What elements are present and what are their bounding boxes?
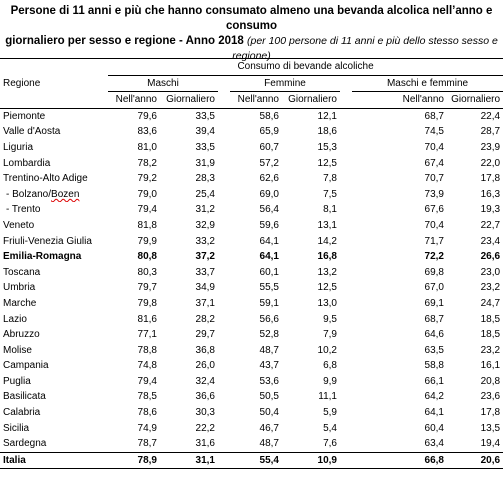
table-row (0, 389, 503, 405)
spacer (340, 171, 352, 187)
maschi-giorn: 36,8 (195, 344, 215, 356)
mf-anno: 63,5 (424, 344, 444, 356)
region-cell: Lazio (3, 313, 27, 325)
table-row (0, 296, 503, 312)
spacer (340, 234, 352, 250)
header-f-anno: Nell'anno (230, 92, 282, 109)
table-row (0, 249, 503, 265)
femmine-anno: 55,5 (259, 282, 279, 294)
femmine-giorn: 5,4 (323, 422, 337, 434)
mf-anno: 64,6 (424, 329, 444, 341)
maschi-anno: 79,8 (137, 297, 157, 309)
femmine-giorn: 18,6 (317, 126, 337, 138)
femmine-giorn: 8,1 (323, 204, 337, 216)
femmine-giorn: 15,3 (317, 141, 337, 153)
maschi-anno: 81,6 (137, 313, 157, 325)
spacer (218, 218, 230, 234)
mf-giorn: 22,7 (480, 219, 501, 231)
spacer (218, 296, 230, 312)
spacer (218, 140, 230, 156)
header-region: Regione (3, 78, 41, 90)
femmine-giorn: 13,1 (317, 219, 337, 231)
maschi-anno: 79,9 (137, 235, 157, 247)
table-row (0, 358, 503, 374)
mf-anno: 67,0 (424, 282, 444, 294)
spacer (218, 171, 230, 187)
spacer (218, 202, 230, 218)
header-maschi: Maschi (108, 75, 218, 92)
table-row (0, 405, 503, 421)
spacer (340, 343, 352, 359)
spacer (340, 218, 352, 234)
spacer (218, 389, 230, 405)
maschi-anno: 74,8 (137, 360, 157, 372)
mf-giorn: 26,6 (480, 251, 501, 263)
spacer (340, 187, 352, 203)
femmine-anno: 48,7 (259, 438, 279, 450)
maschi-anno: 79,7 (137, 282, 157, 294)
femmine-giorn: 13,2 (317, 266, 337, 278)
header-group: Consumo di bevande alcoliche (108, 59, 503, 76)
mf-anno: 66,1 (424, 375, 444, 387)
table-row (0, 218, 503, 234)
mf-giorn: 17,8 (480, 407, 501, 419)
spacer (340, 389, 352, 405)
maschi-anno: 81,0 (137, 141, 157, 153)
maschi-anno: 81,8 (137, 219, 157, 231)
maschi-giorn: 33,7 (195, 266, 215, 278)
region-cell: Lombardia (3, 157, 51, 169)
mf-anno: 63,4 (424, 438, 444, 450)
mf-giorn: 19,3 (480, 204, 501, 216)
mf-anno: 67,6 (424, 204, 444, 216)
maschi-giorn: 33,2 (195, 235, 215, 247)
mf-giorn: 23,4 (480, 235, 501, 247)
table-row (0, 124, 503, 140)
mf-anno: 69,8 (424, 266, 444, 278)
table-row (0, 171, 503, 187)
femmine-anno: 48,7 (259, 344, 279, 356)
region-cell: Basilicata (3, 391, 46, 403)
femmine-giorn: 14,2 (317, 235, 337, 247)
title-main: giornaliero per sesso e regione - Anno 2018 (5, 35, 244, 47)
mf-giorn: 23,9 (480, 141, 501, 153)
spacer (218, 452, 230, 469)
mf-anno: 66,8 (352, 452, 447, 469)
maschi-giorn: 31,6 (195, 438, 215, 450)
title-note: (per 100 persone di 11 anni e più dello stesso sesso e regione) (232, 35, 498, 62)
spacer (340, 249, 352, 265)
maschi-giorn: 33,5 (195, 110, 215, 122)
femmine-anno: 64,1 (259, 235, 279, 247)
mf-giorn: 22,4 (480, 110, 501, 122)
spacer (340, 202, 352, 218)
maschi-anno: 79,0 (137, 188, 157, 200)
femmine-giorn: 5,9 (323, 407, 337, 419)
mf-anno: 70,7 (424, 173, 444, 185)
region-cell: Piemonte (3, 110, 46, 122)
region-cell: Veneto (3, 219, 35, 231)
table-row (0, 140, 503, 156)
table-row (0, 108, 503, 124)
femmine-anno: 59,1 (259, 297, 279, 309)
spacer (340, 265, 352, 281)
region-cell: Calabria (3, 407, 41, 419)
mf-giorn: 13,5 (480, 422, 501, 434)
region-cell: Umbria (3, 282, 36, 294)
spacer (340, 374, 352, 390)
region-cell: Italia (0, 452, 108, 469)
maschi-giorn: 33,5 (195, 141, 215, 153)
region-cell: Molise (3, 344, 32, 356)
maschi-anno: 78,6 (137, 407, 157, 419)
maschi-giorn: 37,2 (195, 251, 215, 263)
mf-anno: 71,7 (424, 235, 444, 247)
header-m-anno: Nell'anno (108, 92, 160, 109)
maschi-anno: 78,7 (137, 438, 157, 450)
mf-giorn: 19,4 (480, 438, 501, 450)
femmine-anno: 55,4 (230, 452, 282, 469)
maschi-anno: 74,9 (137, 422, 157, 434)
spacer (340, 312, 352, 328)
spacer (340, 124, 352, 140)
mf-giorn: 20,8 (480, 375, 501, 387)
femmine-anno: 57,2 (259, 157, 279, 169)
table-row (0, 187, 503, 203)
maschi-giorn: 28,2 (195, 313, 215, 325)
femmine-giorn: 6,8 (323, 360, 337, 372)
femmine-giorn: 9,5 (323, 313, 337, 325)
table-row (0, 234, 503, 250)
femmine-giorn: 13,0 (317, 297, 337, 309)
maschi-giorn: 39,4 (195, 126, 215, 138)
mf-anno: 64,1 (424, 407, 444, 419)
maschi-giorn: 37,1 (195, 297, 215, 309)
region-cell: - Trento (6, 204, 41, 216)
femmine-anno: 59,6 (259, 219, 279, 231)
femmine-anno: 64,1 (259, 251, 279, 263)
region-cell: Sardegna (3, 438, 47, 450)
femmine-anno: 65,9 (259, 126, 279, 138)
mf-anno: 69,1 (424, 297, 444, 309)
mf-giorn: 23,0 (480, 266, 501, 278)
maschi-giorn: 28,3 (195, 173, 215, 185)
maschi-giorn: 32,4 (195, 375, 215, 387)
title-line-1: Persone di 11 anni e più che hanno consumato almeno una bevanda alcolica nell’anno e consumo (10, 5, 493, 32)
mf-anno: 60,4 (424, 422, 444, 434)
spacer (218, 436, 230, 452)
maschi-anno: 78,2 (137, 157, 157, 169)
mf-giorn: 16,3 (480, 188, 501, 200)
mf-giorn: 23,2 (480, 344, 501, 356)
table-row (0, 421, 503, 437)
femmine-giorn: 12,1 (317, 110, 337, 122)
femmine-giorn: 7,5 (323, 188, 337, 200)
table-row (0, 436, 503, 452)
mf-giorn: 20,6 (447, 452, 503, 469)
maschi-anno: 78,9 (108, 452, 160, 469)
spacer (340, 421, 352, 437)
spacer (218, 280, 230, 296)
femmine-anno: 50,4 (259, 407, 279, 419)
femmine-anno: 50,5 (259, 391, 279, 403)
femmine-giorn: 12,5 (317, 157, 337, 169)
spacer (218, 234, 230, 250)
femmine-giorn: 7,9 (323, 329, 337, 341)
mf-anno: 68,7 (424, 313, 444, 325)
femmine-anno: 56,4 (259, 204, 279, 216)
femmine-anno: 62,6 (259, 173, 279, 185)
maschi-anno: 78,8 (137, 344, 157, 356)
femmine-anno: 46,7 (259, 422, 279, 434)
maschi-giorn: 22,2 (195, 422, 215, 434)
table-row (0, 312, 503, 328)
mf-giorn: 18,5 (480, 313, 501, 325)
mf-giorn: 18,5 (480, 329, 501, 341)
spacer (340, 156, 352, 172)
mf-anno: 70,4 (424, 141, 444, 153)
femmine-giorn: 12,5 (317, 282, 337, 294)
maschi-anno: 83,6 (137, 126, 157, 138)
maschi-anno: 80,3 (137, 266, 157, 278)
femmine-giorn: 10,9 (282, 452, 340, 469)
spacer (340, 436, 352, 452)
region-name: - Bolzano/ (6, 188, 52, 200)
header-t-anno: Nell'anno (352, 92, 447, 109)
mf-anno: 68,7 (424, 110, 444, 122)
data-table (0, 58, 503, 469)
spacer (218, 312, 230, 328)
femmine-giorn: 9,9 (323, 375, 337, 387)
region-cell: Puglia (3, 375, 31, 387)
spacer (218, 405, 230, 421)
spacer (218, 421, 230, 437)
region-cell: Friuli-Venezia Giulia (3, 235, 92, 247)
maschi-anno: 80,8 (137, 251, 157, 263)
mf-anno: 74,5 (424, 126, 444, 138)
femmine-giorn: 10,2 (317, 344, 337, 356)
table-row (0, 452, 503, 469)
spacer (340, 327, 352, 343)
table-row (0, 280, 503, 296)
header-f-giorn: Giornaliero (282, 92, 340, 109)
spacer (218, 108, 230, 124)
region-cell: Trentino-Alto Adige (3, 173, 88, 185)
table-title (0, 4, 503, 64)
header-mf: Maschi e femmine (352, 75, 503, 92)
spacer (218, 343, 230, 359)
region-cell: Valle d'Aosta (3, 126, 61, 138)
femmine-giorn: 16,8 (317, 251, 337, 263)
maschi-anno: 79,6 (137, 110, 157, 122)
spacer (218, 265, 230, 281)
region-name-part: Bozen (51, 188, 80, 200)
table-row (0, 265, 503, 281)
femmine-giorn: 11,1 (318, 391, 337, 403)
maschi-giorn: 30,3 (195, 407, 215, 419)
femmine-anno: 69,0 (259, 188, 279, 200)
header-t-giorn: Giornaliero (447, 92, 503, 109)
maschi-giorn: 25,4 (195, 188, 215, 200)
mf-giorn: 24,7 (480, 297, 501, 309)
maschi-giorn: 36,6 (195, 391, 215, 403)
femmine-anno: 53,6 (259, 375, 279, 387)
femmine-anno: 58,6 (259, 110, 279, 122)
table-row (0, 343, 503, 359)
femmine-giorn: 7,8 (323, 173, 337, 185)
mf-anno: 64,2 (424, 391, 444, 403)
mf-giorn: 28,7 (480, 126, 501, 138)
spacer (340, 358, 352, 374)
header-femmine: Femmine (230, 75, 340, 92)
table-row (0, 202, 503, 218)
spacer (218, 374, 230, 390)
femmine-anno: 56,6 (259, 313, 279, 325)
spacer (340, 452, 352, 469)
femmine-anno: 52,8 (259, 329, 279, 341)
spacer (218, 249, 230, 265)
femmine-giorn: 7,6 (323, 438, 337, 450)
spacer (218, 187, 230, 203)
maschi-anno: 79,2 (137, 173, 157, 185)
header-m-giorn: Giornaliero (160, 92, 218, 109)
maschi-giorn: 26,0 (195, 360, 215, 372)
region-cell: Marche (3, 297, 37, 309)
mf-anno: 67,4 (424, 157, 444, 169)
region-cell: Liguria (3, 141, 34, 153)
maschi-anno: 79,4 (137, 375, 157, 387)
region-cell: Abruzzo (3, 329, 40, 341)
spacer (340, 296, 352, 312)
spacer (340, 140, 352, 156)
maschi-giorn: 34,9 (195, 282, 215, 294)
mf-giorn: 16,1 (480, 360, 501, 372)
maschi-giorn: 31,1 (160, 452, 218, 469)
mf-anno: 70,4 (424, 219, 444, 231)
region-cell: Campania (3, 360, 49, 372)
spacer (218, 327, 230, 343)
table-row (0, 327, 503, 343)
table-row (0, 156, 503, 172)
spacer (218, 358, 230, 374)
mf-giorn: 23,2 (480, 282, 501, 294)
femmine-anno: 43,7 (259, 360, 279, 372)
femmine-anno: 60,1 (259, 266, 279, 278)
maschi-giorn: 32,9 (195, 219, 215, 231)
maschi-anno: 79,4 (137, 204, 157, 216)
mf-giorn: 23,6 (480, 391, 501, 403)
region-cell: Sicilia (3, 422, 30, 434)
spacer (218, 124, 230, 140)
table-row (0, 374, 503, 390)
maschi-giorn: 31,9 (195, 157, 215, 169)
mf-anno: 72,2 (424, 251, 444, 263)
mf-giorn: 22,0 (480, 157, 501, 169)
spacer (218, 156, 230, 172)
header-spacer (0, 59, 108, 76)
region-cell: Emilia-Romagna (3, 251, 82, 263)
maschi-giorn: 29,7 (195, 329, 215, 341)
maschi-anno: 78,5 (137, 391, 157, 403)
mf-giorn: 17,8 (480, 173, 501, 185)
mf-anno: 73,9 (424, 188, 444, 200)
maschi-anno: 77,1 (137, 329, 157, 341)
spacer (340, 108, 352, 124)
femmine-anno: 60,7 (259, 141, 279, 153)
spacer (340, 280, 352, 296)
mf-anno: 58,8 (424, 360, 444, 372)
region-cell (0, 187, 108, 203)
spacer (340, 405, 352, 421)
maschi-giorn: 31,2 (195, 204, 215, 216)
region-cell: Toscana (3, 266, 41, 278)
